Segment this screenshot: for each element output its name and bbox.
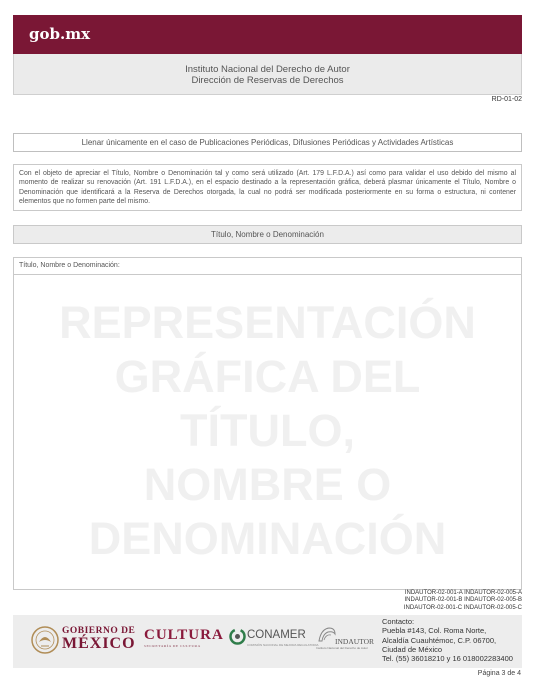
conamer-logo-text: CONAMER <box>247 629 306 641</box>
indautor-logo-sub: Instituto Nacional del Derecho de Autor <box>316 646 369 650</box>
institution-box <box>13 54 522 95</box>
watermark-line: DENOMINACIÓN <box>88 513 447 564</box>
conamer-icon <box>229 628 246 645</box>
watermark-line: GRÁFICA DEL <box>114 351 421 402</box>
conamer-logo-sub: COMISIÓN NACIONAL DE MEJORA REGULATORIA <box>247 643 319 647</box>
watermark <box>14 296 521 566</box>
gobierno-de-mexico-logo <box>62 626 136 653</box>
gob-logo-line1: GOBIERNO DE <box>62 626 136 636</box>
gob-logo-line2: MÉXICO <box>62 635 136 652</box>
notice-title: Llenar únicamente en el caso de Publicaciones Periódicas, Difusiones Periódicas y Actividades Artísticas <box>13 133 522 152</box>
form-code-line: INDAUTOR-02-001-B INDAUTOR-02-005-B <box>404 597 522 604</box>
title-field-label: Título, Nombre o Denominación: <box>14 258 521 275</box>
form-code-line: INDAUTOR-02-001-C INDAUTOR-02-005-C <box>403 604 522 611</box>
directorate-name: Dirección de Reservas de Derechos <box>191 75 344 86</box>
page-number: Página 3 de 4 <box>477 670 521 677</box>
form-codes <box>404 590 522 612</box>
watermark-line: NOMBRE O <box>143 459 392 510</box>
institution-name: Instituto Nacional del Derecho de Autor <box>185 64 350 75</box>
indautor-logo <box>316 625 375 650</box>
gob-mx-logo[interactable]: gob.mx <box>29 25 91 43</box>
contact-line: Alcaldía Cuauhtémoc, C.P. 06700, <box>382 635 497 645</box>
contact-line: Contacto: <box>382 617 415 626</box>
section-title: Título, Nombre o Denominación <box>13 225 522 244</box>
form-code: RD-01-02 <box>491 96 522 103</box>
contact-line: Puebla #143, Col. Roma Norte, <box>382 626 487 636</box>
watermark-line: TÍTULO, <box>180 405 355 456</box>
mexico-eagle-emblem-icon <box>30 624 60 656</box>
cultura-logo <box>144 627 224 648</box>
cultura-logo-sub: SECRETARÍA DE CULTURA <box>144 644 201 648</box>
conamer-logo <box>229 628 319 650</box>
indautor-logo-text: INDAUTOR <box>335 637 375 646</box>
contact-info <box>382 617 513 663</box>
form-code-line: INDAUTOR-02-001-A INDAUTOR-02-005-A <box>404 590 522 596</box>
title-drawing-area[interactable] <box>13 257 522 590</box>
notice-body: Con el objeto de apreciar el Título, Nombre o Denominación tal y como será utilizado (Art. 179 L.F.D.A.) así como para validar el uso debido del mismo al momento de realizar su renovación (Art. 191 L.F.D.A.), en el espacio destinado a la representación gráfica, deberá plasmar únicamente el Título, Nombre o Denominación que identificará a la Reserva de Derechos otorgada, la cual no podrá ser modificada posteriormente en su forma o estructura, ni contener elementos que no formen parte del mismo. <box>13 164 522 211</box>
watermark-line: REPRESENTACIÓN <box>59 297 476 348</box>
cultura-logo-text: CULTURA <box>144 627 224 643</box>
contact-line: Ciudad de México <box>382 644 443 654</box>
contact-line: Tel. (55) 36018210 y 16 018002283400 <box>382 654 513 664</box>
